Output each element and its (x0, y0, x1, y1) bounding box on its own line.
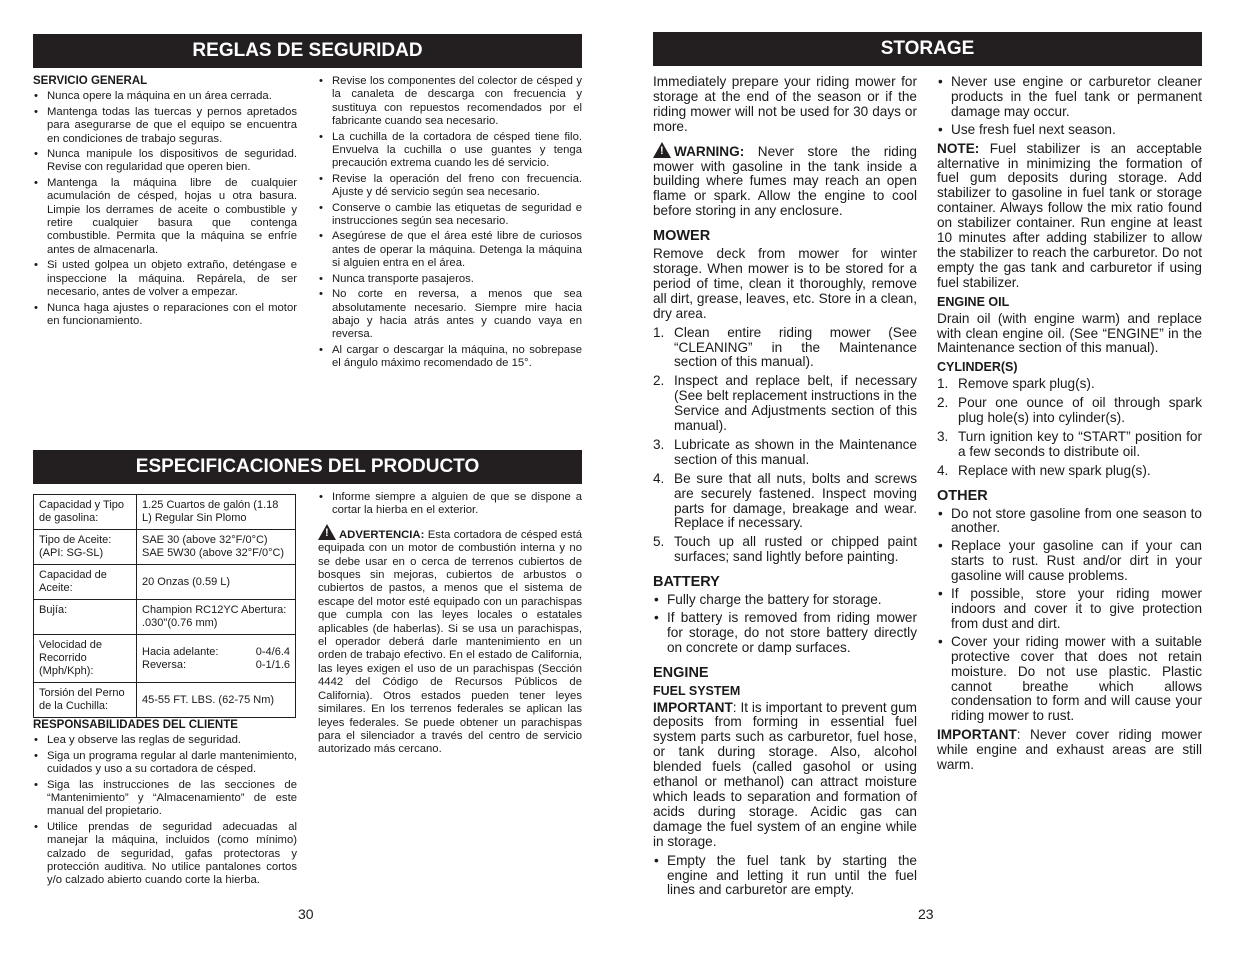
step-text: Pour one ounce of oil through spark plug hole(s) into cylinder(s). (958, 395, 1202, 426)
warning-triangle-icon: ! (653, 142, 671, 158)
responsibilities-list (33, 734, 297, 887)
step-number: 1. (937, 376, 949, 392)
spec-label: Bujía: (34, 600, 137, 635)
final-important-paragraph (937, 728, 1202, 773)
list-item: • Nunca haga ajustes o reparaciones con el motor en funcionamiento. (33, 302, 297, 329)
battery-heading: BATTERY (653, 574, 720, 591)
warning-triangle-icon: ! (318, 524, 336, 540)
other-heading: OTHER (937, 487, 988, 504)
list-item: • Si usted golpea un objeto extraño, deténgase e inspeccione la máquina. Repárela, de ser necesario, antes de volver a empezar. (33, 259, 297, 299)
step-number: 5. (653, 534, 665, 550)
list-item: • Utilice prendas de seguridad adecuadas al manejar la máquina, incluidos (como mínimo) calzado de seguridad, gafas protectoras y protección auditiva. No utilice pantalones cortos y/o calzado abierto cuando corte la hierba. (33, 821, 297, 888)
list-item (937, 430, 1202, 460)
responsibilities-list-col2 (318, 491, 582, 518)
storage-title: STORAGE (880, 38, 975, 59)
spec-label: Capacidad de Aceite: (34, 565, 137, 600)
fuel-list (653, 854, 917, 899)
note-text: Fuel stabilizer is an acceptable alternative in minimizing the formation of fuel gum deposits during storage. Add stabilizer to gasoline in fuel tank or storage container. Always follow the mix ratio found on stabilizer container. Run engine at least 10 minutes after adding stabilizer to allow the stabilizer to reach the carburetor. Do not empty the gas tank and carburetor if using fuel stabilizer. (937, 140, 1202, 290)
mower-heading: MOWER (653, 228, 711, 245)
advertencia-label: ADVERTENCIA: (339, 528, 425, 541)
list-item: • Nunca opere la máquina en un área cerrada. (33, 90, 297, 103)
spec-value: SAE 30 (above 32°F/0°C) SAE 5W30 (above 32°F/0°C) (137, 530, 296, 565)
mower-text: Remove deck from mower for winter storage. When mower is to be stored for a period of time, clean it thoroughly, remove all dirt, grease, leaves, etc. Store in a clean, dry area. (653, 246, 917, 321)
fuel-list-col2 (937, 75, 1202, 138)
list-item: • Use fresh fuel next season. (937, 123, 1202, 138)
spec-subvalue: 0-1/1.6 (255, 658, 290, 671)
list-item (653, 374, 917, 434)
page-number-right: 23 (918, 906, 934, 922)
specs-table-wrap (33, 494, 296, 718)
engine-oil-heading: ENGINE OIL (937, 294, 1010, 309)
list-item (653, 472, 917, 532)
step-text: Touch up all rusted or chipped paint surfaces; sand lightly before painting. (674, 534, 917, 565)
list-item: • Nunca transporte pasajeros. (318, 273, 582, 286)
storage-header (653, 32, 1202, 66)
list-item: • Mantenga todas las tuercas y pernos apretados para asegurarse de que el equipo se encuentra en condiciones de trabajo seguras. (33, 106, 297, 146)
spec-label: Velocidad de Recorrido (Mph/Kph): (34, 635, 137, 683)
safety-rules-title: REGLAS DE SEGURIDAD (192, 40, 423, 61)
step-number: 4. (653, 470, 665, 486)
note-label: NOTE: (937, 140, 980, 156)
spec-value: 45-55 FT. LBS. (62-75 Nm) (137, 683, 296, 718)
step-text: Replace with new spark plug(s). (958, 462, 1151, 478)
other-list (937, 507, 1202, 725)
storage-col2 (937, 75, 1202, 777)
cylinders-heading: CYLINDER(S) (937, 360, 1018, 375)
battery-list (653, 593, 917, 656)
list-item: • Lea y observe las reglas de seguridad. (33, 734, 297, 747)
responsibilities-heading: RESPONSABILIDADES DEL CLIENTE (33, 719, 238, 731)
list-item (653, 438, 917, 468)
table-row (34, 565, 296, 600)
advertencia-paragraph (318, 524, 582, 757)
servicio-list-col2 (318, 75, 582, 371)
note-paragraph (937, 142, 1202, 291)
list-item (937, 377, 1202, 392)
list-item: • Mantenga la máquina libre de cualquier acumulación de césped, hojas u otra basura. Limpie los derrames de aceite o combustible y retire cualquier basura que contenga combustible. Permita que la máquina se enfríe antes de almacenarla. (33, 177, 297, 257)
list-item: • Empty the fuel tank by starting the engine and letting it run until the fuel lines and carburetor are empty. (653, 854, 917, 899)
list-item: • Asegúrese de que el área esté libre de curiosos antes de operar la máquina. Detenga la máquina si alguien entra en el área. (318, 230, 582, 270)
list-item: • Never use engine or carburetor cleaner products in the fuel tank or permanent damage may occur. (937, 75, 1202, 120)
step-number: 3. (653, 436, 665, 452)
table-row (34, 600, 296, 635)
advertencia-text: Esta cortadora de césped está equipada con un motor de combustión interna y no se debe usar en o cerca de terrenos cubiertos de bosques sin mejoras, cubiertos de arbustos o cubiertos de pastos, a menos que el sistema de escape del motor esté equipado con un parachispas que cumpla con las leyes locales o estatales aplicables (de haberlas). Si se usa un parachispas, el operador deberá darle mantenimiento en un orden de trabajo efectivo. En el estado de California, las leyes exigen el uso de un parachispas (Sección 4442 del Código de Recursos Públicos de California). Otros estados pueden tener leyes similares. En los terrenos federales se aplican las leyes federales. Se puede obtener un parachispas para el silenciador a través del centro de servicio autorizado más cercano. (318, 528, 583, 756)
warning-paragraph (653, 142, 917, 220)
list-item: • Siga las instrucciones de las secciones de “Mantenimiento” y “Almacenamiento” de este manual del propietario. (33, 779, 297, 819)
list-item: • Cover your riding mower with a suitable protective cover that does not retain moisture. Do not use plastic. Plastic cannot breathe which allows condensation to form and will cause your riding mower to rust. (937, 635, 1202, 724)
responsibilities-col2 (318, 491, 582, 761)
list-item: • La cuchilla de la cortadora de césped tiene filo. Envuelva la cuchilla o use guantes y tenga precaución extrema cuando les dé servicio. (318, 131, 582, 171)
spec-value: Champion RC12YC Abertura: .030"(0.76 mm) (137, 600, 296, 635)
storage-col1 (653, 75, 917, 902)
list-item: • If possible, store your riding mower indoors and cover it to give protection from dust and dirt. (937, 587, 1202, 632)
table-row (34, 530, 296, 565)
list-item: • If battery is removed from riding mower for storage, do not store battery directly on concrete or damp surfaces. (653, 611, 917, 656)
product-specs-title: ESPECIFICACIONES DEL PRODUCTO (135, 456, 480, 477)
engine-heading: ENGINE (653, 664, 709, 681)
list-item: • Siga un programa regular al darle mantenimiento, cuidados y uso a su cortadora de césped. (33, 750, 297, 777)
spec-label: Torsión del Perno de la Cuchilla: (34, 683, 137, 718)
spec-sublabel: Reversa: (142, 658, 187, 671)
product-specs-header (33, 450, 582, 484)
warning-label: WARNING: (674, 143, 745, 159)
list-item: • Replace your gasoline can if your can starts to rust. Rust and/or dirt in your gasoline will cause problems. (937, 539, 1202, 584)
engine-oil-text: Drain oil (with engine warm) and replace with clean engine oil. (See “ENGINE” in the Maintenance section of this manual). (937, 310, 1202, 356)
list-item (937, 464, 1202, 479)
final-important-text: : Never cover riding mower while engine and exhaust areas are still warm. (937, 727, 1202, 773)
step-text: Be sure that all nuts, bolts and screws are securely fastened. Inspect moving parts for damage, breakage and wear. Replace if necessary. (674, 470, 917, 531)
step-number: 3. (937, 428, 949, 444)
fuel-system-heading: FUEL SYSTEM (653, 683, 741, 698)
step-number: 4. (937, 462, 949, 478)
mower-steps (653, 326, 917, 566)
important-label: IMPORTANT (937, 727, 1017, 743)
list-item: • Nunca manipule los dispositivos de seguridad. Revise con regularidad que operen bien. (33, 148, 297, 175)
spec-value: 1.25 Cuartos de galón (1.18 L) Regular Sin Plomo (137, 495, 296, 530)
table-row (34, 495, 296, 530)
list-item: • Do not store gasoline from one season to another. (937, 507, 1202, 537)
step-text: Clean entire riding mower (See “CLEANING” in the Maintenance section of this manual). (674, 324, 917, 370)
page-number-left: 30 (298, 906, 314, 922)
list-item: • Revise los componentes del colector de césped y la canaleta de descarga con frecuencia y sustituya con repuestos recomendados por el fabricante cuando sea necesario. (318, 75, 582, 129)
list-item (653, 326, 917, 371)
list-item: • Al cargar o descargar la máquina, no sobrepase el ángulo máximo recomendado de 15°. (318, 344, 582, 371)
spec-value: 20 Onzas (0.59 L) (137, 565, 296, 600)
step-number: 2. (653, 373, 665, 389)
spec-value (137, 635, 296, 683)
servicio-list (33, 90, 297, 328)
specs-table (33, 494, 296, 718)
list-item (937, 396, 1202, 426)
servicio-general-heading: SERVICIO GENERAL (33, 75, 148, 87)
spec-label: Tipo de Aceite: (API: SG-SL) (34, 530, 137, 565)
customer-responsibilities (33, 719, 297, 892)
fuel-important-text: : It is important to prevent gum deposits from forming in essential fuel system parts such as carburetor, fuel hose, or tank during storage. Also, alcohol blended fuels (called gasohol or using ethanol or methanol) can attract moisture which leads to separation and formation of acids during storage. Acidic gas can damage the fuel system of an engine while in storage. (653, 699, 917, 849)
fuel-important-paragraph (653, 701, 917, 850)
list-item: • Informe siempre a alguien de que se dispone a cortar la hierba en el exterior. (318, 491, 582, 518)
table-row (34, 683, 296, 718)
list-item (653, 535, 917, 565)
important-label: IMPORTANT (653, 699, 733, 715)
spec-label: Capacidad y Tipo de gasolina: (34, 495, 137, 530)
cylinder-steps (937, 377, 1202, 478)
step-text: Turn ignition key to “START” position for a few seconds to distribute oil. (958, 428, 1202, 459)
storage-intro: Immediately prepare your riding mower for storage at the end of the season or if the riding mower will not be used for 30 days or more. (653, 74, 917, 134)
step-number: 1. (653, 324, 665, 340)
list-item: • No corte en reversa, a menos que sea absolutamente necesario. Siempre mire hacia abajo y hacia atrás antes y cuando vaya en reversa. (318, 288, 582, 342)
spec-sublabel: Hacia adelante: (142, 645, 219, 658)
step-number: 2. (937, 395, 949, 411)
step-text: Inspect and replace belt, if necessary (See belt replacement instructions in the Service and Adjustments section of this manual). (674, 373, 917, 434)
list-item: • Conserve o cambie las etiquetas de seguridad e instrucciones según sea necesario. (318, 202, 582, 229)
servicio-general-col2 (318, 75, 582, 375)
step-text: Remove spark plug(s). (958, 376, 1095, 392)
warning-text: Never store the riding mower with gasoline in the tank inside a building where fumes may reach an open flame or spark. Allow the engine to cool before storing in any enclosure. (653, 143, 917, 219)
list-item: • Revise la operación del freno con frecuencia. Ajuste y dé servicio según sea necesario. (318, 173, 582, 200)
list-item: • Fully charge the battery for storage. (653, 593, 917, 608)
spec-subvalue: 0-4/6.4 (255, 645, 290, 658)
servicio-general-section (33, 75, 297, 332)
table-row (34, 635, 296, 683)
safety-rules-header (33, 34, 582, 68)
step-text: Lubricate as shown in the Maintenance section of this manual. (674, 436, 917, 467)
